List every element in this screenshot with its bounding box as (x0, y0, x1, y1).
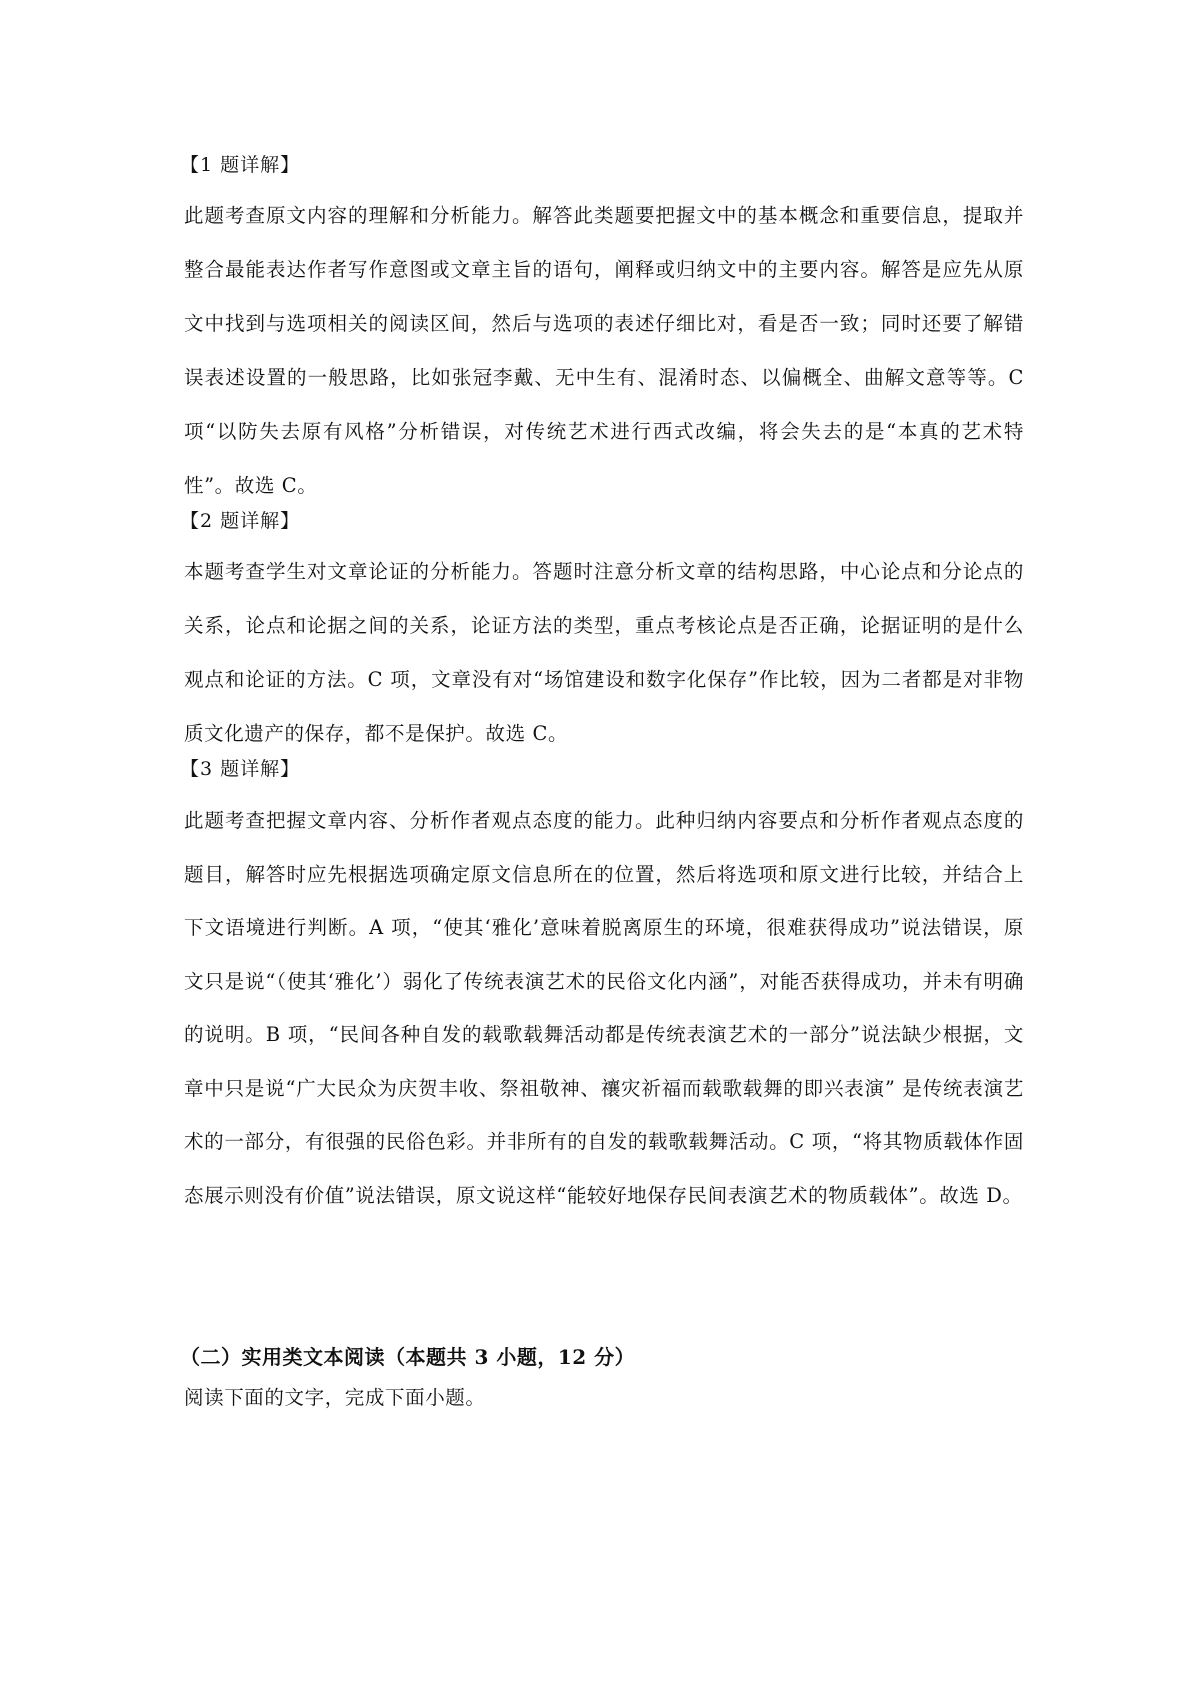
reading-instruction: 阅读下面的文字，完成下面小题。 (184, 1386, 486, 1409)
section-3-body: 此题考查把握文章内容、分析作者观点态度的能力。此种归纳内容要点和分析作者观点态度的题目，解答时应先根据选项确定原文信息所在的位置，然后将选项和原文进行比较，并结合上下文语境进行判断。A 项，“使其‘雅化’意味着脱离原生的环境，很难获得成功”说法错误，原文只是说“（使其‘雅化’）弱化了传统表演艺术的民俗文化内涵”，对能否获得成功，并未有明确的说明。B 项，“民间各种自发的载歌载舞活动都是传统表演艺术的一部分”说法缺少根据，文章中只是说“广大民众为庆贺丰收、祭祖敬神、禳灾祈福而载歌载舞的即兴表演” 是传统表演艺术的一部分，有很强的民俗色彩。并非所有的自发的载歌载舞活动。C 项，“将其物质载体作固态展示则没有价值”说法错误，原文说这样“能较好地保存民间表演艺术的物质载体”。故选 D。 (184, 809, 1024, 1207)
section-3-heading: 【3 题详解】 (180, 758, 301, 780)
section-2-heading: 【2 题详解】 (180, 510, 301, 532)
section-1-heading: 【1 题详解】 (180, 154, 301, 176)
part-title: （二）实用类文本阅读（本题共 3 小题，12 分） (180, 1345, 636, 1369)
section-2-body: 本题考查学生对文章论证的分析能力。答题时注意分析文章的结构思路，中心论点和分论点的关系，论点和论据之间的关系，论证方法的类型，重点考核论点是否正确，论据证明的是什么观点和论证的方法。C 项，文章没有对“场馆建设和数字化保存”作比较，因为二者都是对非物质文化遗产的保存，都不是保护。故选 C。 (184, 560, 1024, 745)
section-1-body: 此题考查原文内容的理解和分析能力。解答此类题要把握文中的基本概念和重要信息，提取并整合最能表达作者写作意图或文章主旨的语句，阐释或归纳文中的主要内容。解答是应先从原文中找到与选项相关的阅读区间，然后与选项的表述仔细比对，看是否一致；同时还要了解错误表述设置的一般思路，比如张冠李戴、无中生有、混淆时态、以偏概全、曲解文意等等。C 项“以防失去原有风格”分析错误，对传统艺术进行西式改编，将会失去的是“本真的艺术特性”。故选 C。 (184, 204, 1024, 497)
